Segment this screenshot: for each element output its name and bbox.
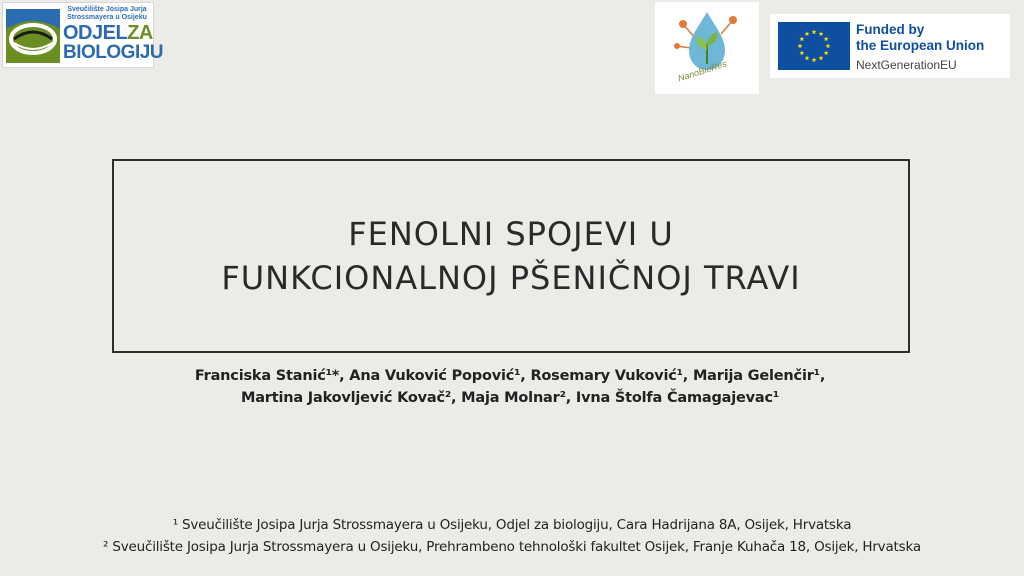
affiliation-1: ¹ Sveučilište Josipa Jurja Strossmayera u Osijeku, Odjel za biologiju, Cara Hadrijana 8A, Osijek, Hrvatska [172, 517, 852, 533]
authors-line-1: Franciska Stanić¹*, Ana Vuković Popović¹, Rosemary Vuković¹, Marija Gelenčir¹, [194, 368, 826, 384]
odjel-emblem-icon [6, 9, 60, 63]
eu-funded-logo [770, 14, 1010, 78]
funded-by-text [856, 22, 984, 54]
funded-line-2: the European Union [856, 38, 985, 53]
authors-line-2: Martina Jakovljević Kovač², Maja Molnar², Ivna Štolfa Čamagajevac¹ [240, 390, 780, 406]
title-line-2: FUNKCIONALNOJ PŠENIČNOJ TRAVI [221, 259, 801, 297]
biologiju-word: BIOLOGIJU [63, 42, 164, 63]
nanobiores-logo [655, 2, 759, 94]
author-list [120, 365, 900, 409]
funded-line-1: Funded by [856, 22, 925, 37]
eu-flag-icon [778, 22, 850, 70]
droplet-leaf-icon [655, 2, 759, 94]
za-word: ZA [127, 22, 153, 44]
affiliation-2: ² Sveučilište Josipa Jurja Strossmayera u Osijeku, Prehrambeno tehnološki fakultet Osijek, Franje Kuhača 18, Osijek, Hrvatska [103, 539, 921, 555]
title-line-1: FENOLNI SPOJEVI U [348, 215, 674, 253]
affiliations [20, 514, 1004, 558]
odjel-wordmark [63, 23, 151, 43]
university-name: Sveučilište Josipa Jurja Strossmayera u Osijeku [67, 6, 147, 21]
nextgeneu-text: NextGenerationEU [856, 58, 957, 72]
odjel-za-biologiju-logo [2, 2, 164, 68]
nanobiores-text: NanoBioRes [676, 58, 728, 84]
title-box [112, 159, 910, 353]
presentation-title [221, 212, 800, 300]
odjel-word: ODJEL [63, 22, 128, 44]
